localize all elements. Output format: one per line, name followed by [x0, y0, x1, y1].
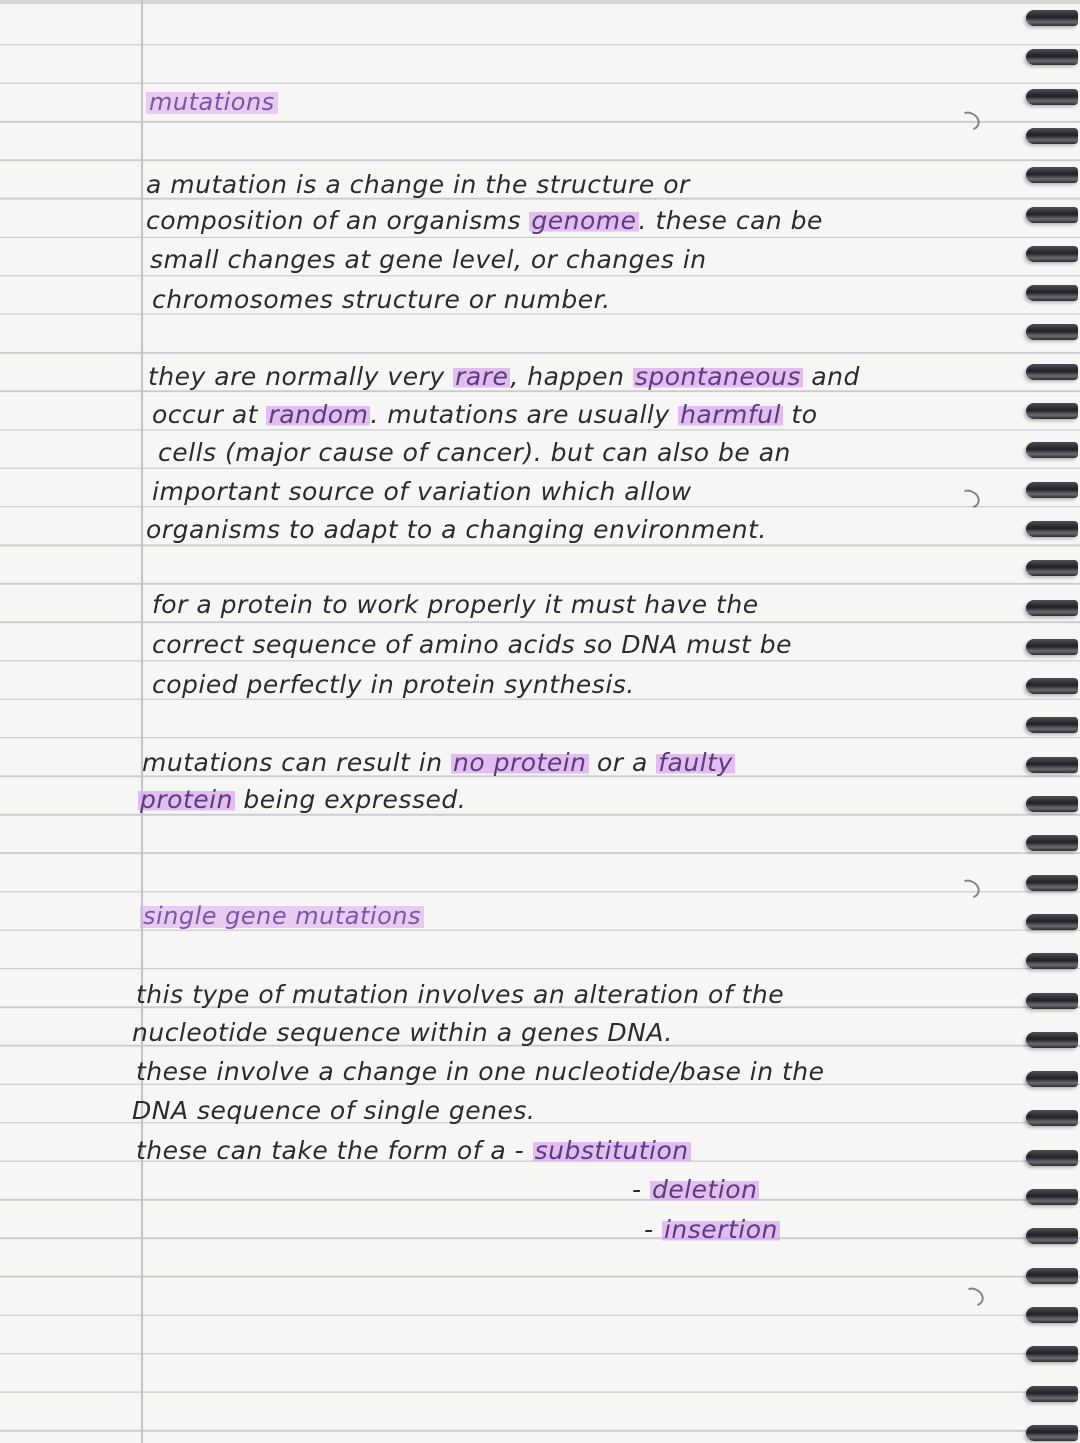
- spiral-coil: [1026, 521, 1078, 537]
- spiral-coil: [1026, 757, 1078, 773]
- spiral-coil: [1026, 482, 1078, 498]
- para4-line: [142, 748, 735, 777]
- para3-line: [152, 630, 792, 659]
- highlighted-term: genome: [531, 206, 637, 235]
- line-text: . these can be: [638, 206, 823, 235]
- heading-mutations: [146, 88, 278, 116]
- heading-single-text: single gene mutations: [140, 902, 424, 930]
- para2-line: [148, 362, 860, 391]
- spiral-coil: [1026, 285, 1078, 301]
- highlighted-term: harmful: [680, 400, 781, 429]
- highlighted-term: random: [268, 400, 369, 429]
- spiral-coil: [1026, 1268, 1078, 1284]
- para5-line: [132, 1018, 673, 1047]
- line-text: copied perfectly in protein synthesis.: [152, 670, 635, 699]
- spiral-coil: [1026, 717, 1078, 733]
- spiral-coil: [1026, 678, 1078, 694]
- spiral-coil: [1026, 639, 1078, 655]
- spiral-coil: [1026, 1228, 1078, 1244]
- spiral-coil: [1026, 560, 1078, 576]
- line-text: mutations can result in: [142, 748, 451, 777]
- spiral-coil: [1026, 403, 1078, 419]
- para5-line: [644, 1215, 780, 1244]
- line-text: to: [782, 400, 818, 429]
- para3-line: [152, 670, 635, 699]
- line-text: a mutation is a change in the structure or: [146, 170, 690, 199]
- spiral-coil: [1026, 167, 1078, 183]
- line-text: , happen: [510, 362, 633, 391]
- highlighted-term: deletion: [651, 1175, 758, 1204]
- spiral-coil: [1026, 442, 1078, 458]
- highlighted-term: insertion: [663, 1215, 778, 1244]
- line-text: occur at: [152, 400, 267, 429]
- spiral-coil: [1026, 953, 1078, 969]
- heading-single-gene-mutations: [140, 902, 424, 930]
- page-top-edge: [0, 0, 1080, 4]
- line-text: -: [632, 1175, 650, 1204]
- spiral-coil: [1026, 1071, 1078, 1087]
- para5-line: [136, 1057, 825, 1086]
- para5-line: [632, 1175, 759, 1204]
- punch-hole-icon: [955, 108, 983, 134]
- heading-mutations-text: mutations: [146, 88, 278, 116]
- para5-line: [136, 980, 784, 1009]
- spiral-coil: [1026, 324, 1078, 340]
- line-text: being expressed.: [234, 785, 467, 814]
- punch-hole-icon: [955, 876, 983, 902]
- spiral-coil: [1026, 600, 1078, 616]
- spiral-coil: [1026, 10, 1078, 26]
- para5-line: [136, 1136, 691, 1165]
- line-text: important source of variation which allow: [152, 477, 692, 506]
- highlighted-term: protein: [140, 785, 233, 814]
- spiral-coil: [1026, 1386, 1078, 1402]
- spiral-coil: [1026, 1189, 1078, 1205]
- line-text: these can take the form of a -: [136, 1136, 533, 1165]
- line-text: DNA sequence of single genes.: [132, 1096, 536, 1125]
- spiral-coil: [1026, 1346, 1078, 1362]
- para1-line: [150, 245, 707, 274]
- highlighted-term: spontaneous: [634, 362, 801, 391]
- line-text: . mutations are usually: [370, 400, 679, 429]
- highlighted-term: faulty: [658, 748, 733, 777]
- para4-line: [138, 785, 466, 814]
- spiral-coil: [1026, 835, 1078, 851]
- line-text: nucleotide sequence within a genes DNA.: [132, 1018, 673, 1047]
- line-text: organisms to adapt to a changing environment.: [146, 515, 767, 544]
- para2-line: [146, 515, 767, 544]
- line-text: or a: [588, 748, 657, 777]
- para1-line: [152, 285, 611, 314]
- spiral-coil: [1026, 49, 1078, 65]
- spiral-coil: [1026, 1150, 1078, 1166]
- line-text: correct sequence of amino acids so DNA must be: [152, 630, 792, 659]
- spiral-coil: [1026, 128, 1078, 144]
- line-text: composition of an organisms: [146, 206, 530, 235]
- line-text: this type of mutation involves an alteration of the: [136, 980, 785, 1009]
- spiral-coil: [1026, 89, 1078, 105]
- punch-hole-icon: [959, 1284, 987, 1310]
- line-text: and: [802, 362, 860, 391]
- line-text: these involve a change in one nucleotide/base in the: [136, 1057, 825, 1086]
- para1-line: [146, 206, 823, 235]
- line-text: -: [644, 1215, 662, 1244]
- line-text: cells (major cause of cancer). but can also be an: [158, 438, 791, 467]
- spiral-coil: [1026, 207, 1078, 223]
- spiral-coil: [1026, 246, 1078, 262]
- spiral-coil: [1026, 1425, 1078, 1441]
- line-text: small changes at gene level, or changes in: [150, 245, 707, 274]
- highlighted-term: no protein: [453, 748, 587, 777]
- para2-line: [152, 400, 818, 429]
- line-text: for a protein to work properly it must have the: [152, 590, 759, 619]
- spiral-coil: [1026, 1307, 1078, 1323]
- para2-line: [158, 438, 791, 467]
- spiral-coil: [1026, 1110, 1078, 1126]
- spiral-coil: [1026, 914, 1078, 930]
- para1-line: [146, 170, 690, 199]
- spiral-coil: [1026, 1032, 1078, 1048]
- para2-line: [152, 477, 692, 506]
- para5-line: [132, 1096, 535, 1125]
- spiral-coil: [1026, 993, 1078, 1009]
- spiral-coil: [1026, 796, 1078, 812]
- spiral-coil: [1026, 875, 1078, 891]
- highlighted-term: rare: [455, 362, 509, 391]
- punch-hole-icon: [955, 486, 983, 512]
- spiral-binding: [1020, 0, 1080, 1443]
- spiral-coil: [1026, 364, 1078, 380]
- margin-line: [141, 0, 143, 1443]
- line-text: chromosomes structure or number.: [152, 285, 611, 314]
- para3-line: [152, 590, 759, 619]
- line-text: they are normally very: [148, 362, 454, 391]
- highlighted-term: substitution: [534, 1136, 689, 1165]
